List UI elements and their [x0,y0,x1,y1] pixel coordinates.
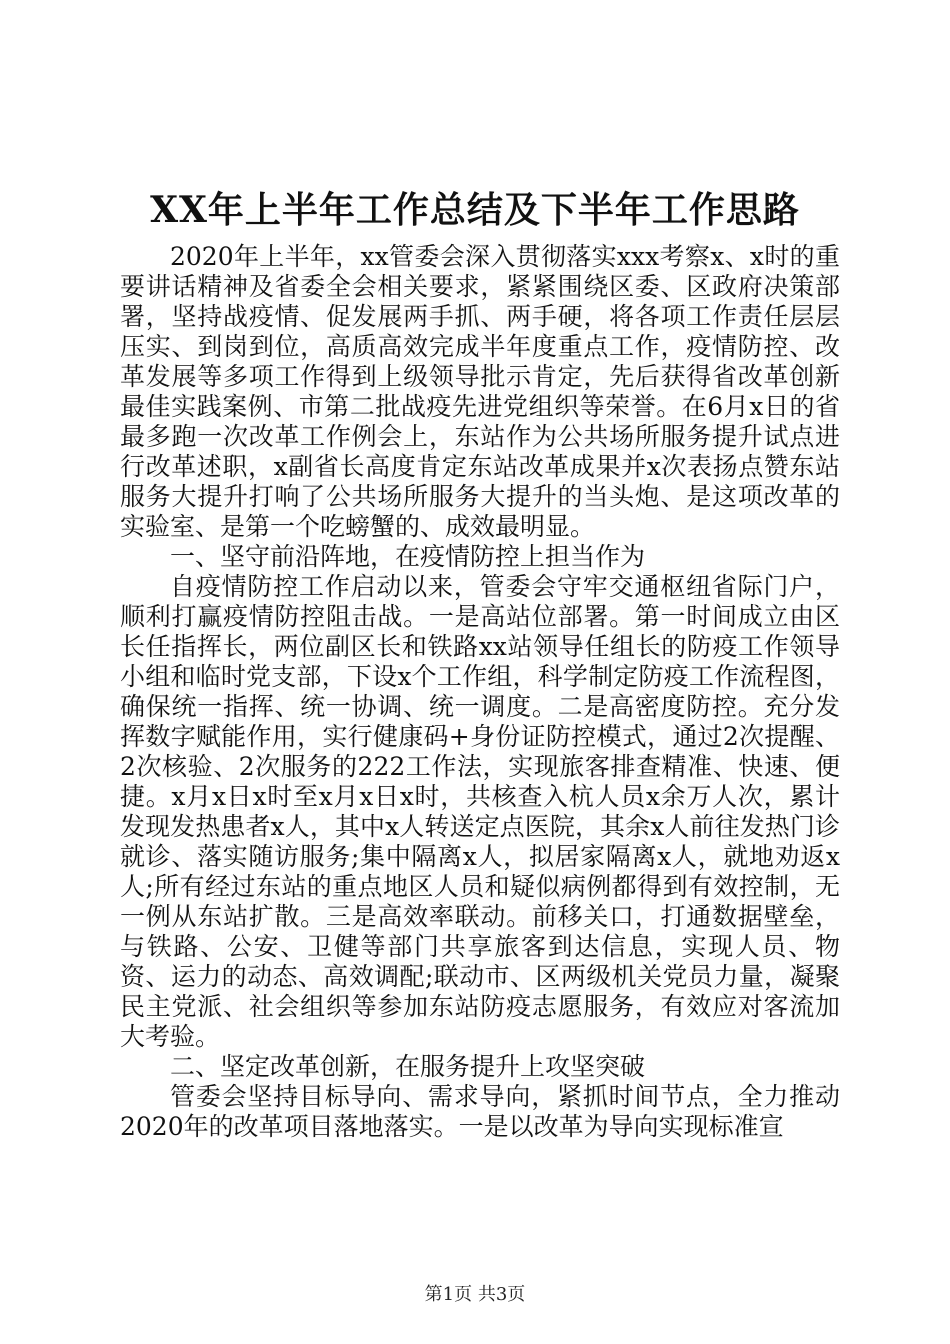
section-paragraph-2: 管委会坚持目标导向、需求导向，紧抓时间节点，全力推动2020年的改革项目落地落实。一是以改革为导向实现标准宣 [120,1082,840,1141]
document-body [120,242,840,1142]
page-footer: 第1页 共3页 [424,1284,526,1305]
intro-paragraph: 2020年上半年，xx管委会深入贯彻落实xxx考察x、x时的重要讲话精神及省委全会相关要求，紧紧围绕区委、区政府决策部署，坚持战疫情、促发展两手抓、两手硬，将各项工作责任层层压实、到岗到位，高质高效完成半年度重点工作，疫情防控、改革发展等多项工作得到上级领导批示肯定，先后获得省改革创新最佳实践案例、市第二批战疫先进党组织等荣誉。在6月x日的省最多跑一次改革工作例会上，东站作为公共场所服务提升试点进行改革述职，x副省长高度肯定东站改革成果并x次表扬点赞东站服务大提升打响了公共场所服务大提升的当头炮、是这项改革的实验室、是第一个吃螃蟹的、成效最明显。 [120,242,840,541]
section-paragraph-1: 自疫情防控工作启动以来，管委会守牢交通枢纽省际门户，顺利打赢疫情防控阻击战。一是高站位部署。第一时间成立由区长任指挥长，两位副区长和铁路xx站领导任组长的防疫工作领导小组和临时党支部，下设x个工作组，科学制定防疫工作流程图，确保统一指挥、统一协调、统一调度。二是高密度防控。充分发挥数字赋能作用，实行健康码+身份证防控模式，通过2次提醒、2次核验、2次服务的222工作法，实现旅客排查精准、快速、便捷。x月x日x时至x月x日x时，共核查入杭人员x余万人次，累计发现发热患者x人，其中x人转送定点医院，其余x人前往发热门诊就诊、落实随访服务;集中隔离x人，拟居家隔离x人，就地劝返x人;所有经过东站的重点地区人员和疑似病例都得到有效控制，无一例从东站扩散。三是高效率联动。前移关口，打通数据壁垒，与铁路、公安、卫健等部门共享旅客到达信息，实现人员、物资、运力的动态、高效调配;联动市、区两级机关党员力量，凝聚民主党派、社会组织等参加东站防疫志愿服务，有效应对客流加大考验。 [120,572,840,1051]
section-heading-2: 二、坚定改革创新，在服务提升上攻坚突破 [170,1052,646,1081]
section-heading-1: 一、坚守前沿阵地，在疫情防控上担当作为 [170,542,646,571]
document-title: XX年上半年工作总结及下半年工作思路 [150,189,800,231]
